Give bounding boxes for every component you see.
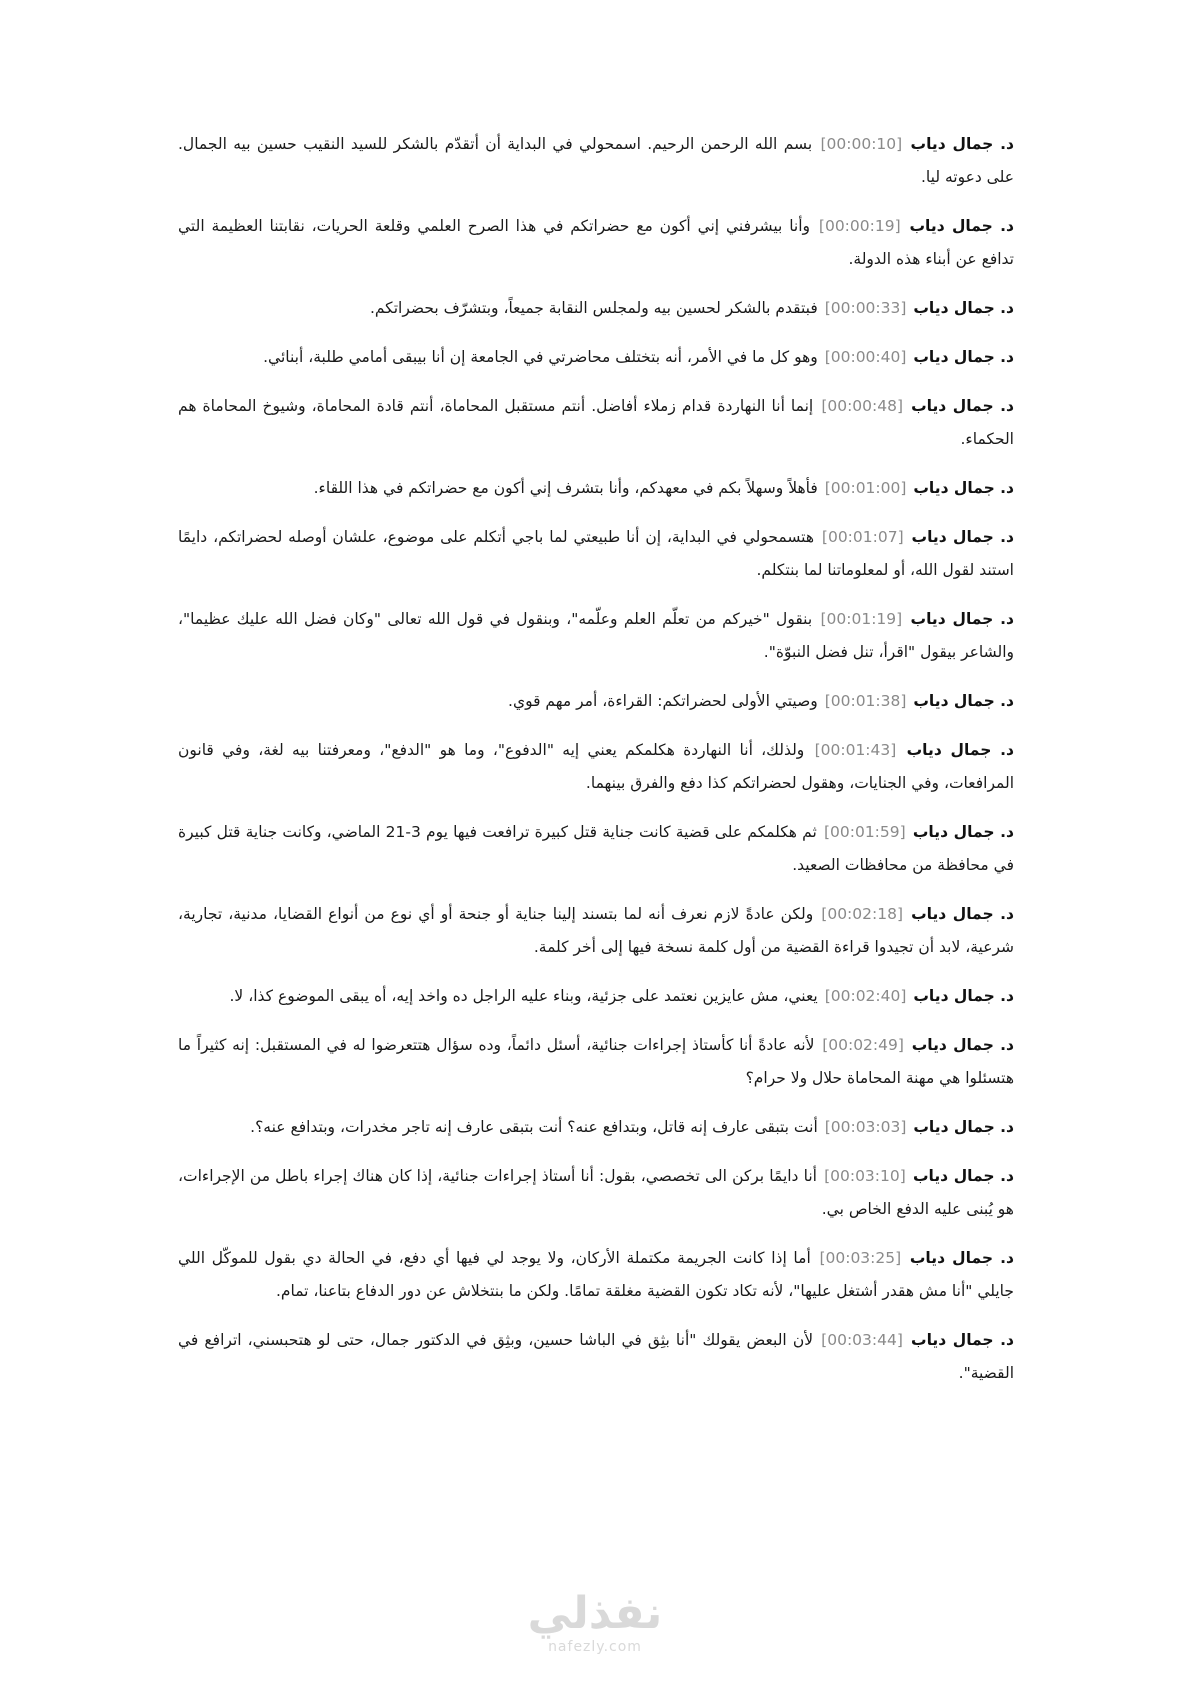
timestamp: [00:01:38] bbox=[824, 692, 907, 710]
watermark bbox=[495, 1590, 695, 1656]
transcript-paragraph bbox=[178, 1160, 1014, 1226]
paragraph-text: لأنه عادةً أنا كأستاذ إجراءات جنائية، أسئل دائماً، وده سؤال هتتعرضوا له في المستقبل: إنه كثيراً ما هتسئلوا هي مهنة المحاماة حلال ولا حرام؟ bbox=[178, 1036, 1014, 1087]
transcript-paragraph bbox=[178, 210, 1014, 276]
paragraph-text: فبتقدم بالشكر لحسين بيه ولمجلس النقابة جميعاً، وبتشرّف بحضراتكم. bbox=[369, 299, 818, 317]
timestamp: [00:00:19] bbox=[818, 217, 901, 235]
timestamp: [00:02:49] bbox=[822, 1036, 904, 1054]
speaker-name: د. جمال دياب bbox=[911, 397, 1014, 415]
transcript-paragraph bbox=[178, 472, 1014, 505]
speaker-name: د. جمال دياب bbox=[913, 692, 1014, 710]
paragraph-text: أما إذا كانت الجريمة مكتملة الأركان، ولا يوجد لي فيها أي دفع، في الحالة دي بقول للموكّل اللي جايلي "أنا مش هقدر أشتغل عليها"، لأنه تكاد تكون القضية مغلقة تمامًا. ولكن ما بنتخلاش عن دور الدفاع بتاعنا، تمام. bbox=[178, 1249, 1014, 1300]
paragraph-text: وهو كل ما في الأمر، أنه بتختلف محاضرتي في الجامعة إن أنا بيبقى أمامي طلبة، أبنائي. bbox=[263, 348, 818, 366]
transcript-paragraph bbox=[178, 734, 1014, 800]
transcript-paragraph bbox=[178, 390, 1014, 456]
timestamp: [00:03:44] bbox=[821, 1331, 903, 1349]
transcript-paragraph bbox=[178, 980, 1014, 1013]
timestamp: [00:01:07] bbox=[821, 528, 904, 546]
speaker-name: د. جمال دياب bbox=[909, 1249, 1014, 1267]
paragraph-text: لأن البعض يقولك "أنا بثِق في الباشا حسين، وبثِق في الدكتور جمال، حتى لو هتحبسني، اترافع في القضية". bbox=[178, 1331, 1014, 1382]
transcript-paragraph bbox=[178, 685, 1014, 718]
speaker-name: د. جمال دياب bbox=[911, 1331, 1014, 1349]
speaker-name: د. جمال دياب bbox=[906, 741, 1014, 759]
speaker-name: د. جمال دياب bbox=[913, 299, 1014, 317]
paragraph-text: ولكن عادةً لازم نعرف أنه لما بتسند إلينا جناية أو جنحة أو أي نوع من أنواع القضايا، مدنية، تجارية، شرعية، لابد أن تجيدوا قراءة القضية من أول كلمة نسخة فيها إلى أخر كلمة. bbox=[178, 905, 1014, 956]
speaker-name: د. جمال دياب bbox=[913, 1118, 1014, 1136]
paragraph-text: وأنا بيشرفني إني أكون مع حضراتكم في هذا الصرح العلمي وقلعة الحريات، نقابتنا العظيمة التي تدافع عن أبناء هذه الدولة. bbox=[178, 217, 1014, 268]
paragraph-text: بنقول "خيركم من تعلّم العلم وعلّمه"، وبنقول في قول الله تعالى "وكان فضل الله عليك عظيما"، والشاعر بيقول "اقرأ، تنل فضل النبوّة". bbox=[178, 610, 1014, 661]
speaker-name: د. جمال دياب bbox=[910, 135, 1014, 153]
timestamp: [00:01:59] bbox=[823, 823, 906, 841]
speaker-name: د. جمال دياب bbox=[910, 610, 1014, 628]
watermark-logo: نفذلي bbox=[527, 1588, 663, 1639]
paragraph-text: هتسمحولي في البداية، إن أنا طبيعتي لما باجي أتكلم على موضوع، علشان أوصله لحضراتكم، دايمًا استند لقول الله، أو لمعلوماتنا لما بنتكلم. bbox=[178, 528, 1014, 579]
speaker-name: د. جمال دياب bbox=[912, 823, 1014, 841]
paragraph-text: ثم هكلمكم على قضية كانت جناية قتل كبيرة ترافعت فيها يوم 3-21 الماضي، وكانت جناية قتل كبيرة في محافظة من محافظات الصعيد. bbox=[178, 823, 1014, 874]
watermark-url: nafezly.com bbox=[548, 1639, 642, 1655]
timestamp: [00:00:33] bbox=[824, 299, 907, 317]
timestamp: [00:02:40] bbox=[824, 987, 907, 1005]
speaker-name: د. جمال دياب bbox=[913, 348, 1014, 366]
timestamp: [00:03:03] bbox=[824, 1118, 907, 1136]
transcript-paragraph bbox=[178, 1242, 1014, 1308]
paragraph-text: أنا دايمًا بركن الى تخصصي، بقول: أنا أستاذ إجراءات جنائية، إذا كان هناك إجراء باطل من الإجراءات، هو يُبنى عليه الدفع الخاص بي. bbox=[178, 1167, 1014, 1218]
timestamp: [00:01:19] bbox=[820, 610, 903, 628]
speaker-name: د. جمال دياب bbox=[911, 528, 1015, 546]
paragraph-text: أنت بتبقى عارف إنه قاتل، وبتدافع عنه؟ أنت بتبقى عارف إنه تاجر مخدرات، وبتدافع عنه؟. bbox=[250, 1118, 818, 1136]
transcript-paragraph bbox=[178, 1029, 1014, 1095]
transcript-paragraph bbox=[178, 898, 1014, 964]
transcript-paragraph bbox=[178, 1324, 1014, 1390]
speaker-name: د. جمال دياب bbox=[913, 987, 1014, 1005]
speaker-name: د. جمال دياب bbox=[909, 217, 1014, 235]
transcript-paragraph bbox=[178, 292, 1014, 325]
paragraph-text: يعني، مش عايزين نعتمد على جزئية، وبناء عليه الراجل ده واخد إيه، أه يبقى الموضوع كذا، لا. bbox=[229, 987, 818, 1005]
transcript bbox=[178, 128, 1014, 1406]
timestamp: [00:00:10] bbox=[820, 135, 903, 153]
paragraph-text: إنما أنا النهاردة قدام زملاء أفاضل. أنتم مستقبل المحاماة، أنتم قادة المحاماة، وشيوخ المحاماة هم الحكماء. bbox=[178, 397, 1014, 448]
speaker-name: د. جمال دياب bbox=[912, 1167, 1014, 1185]
paragraph-text: ولذلك، أنا النهاردة هكلمكم يعني إيه "الدفوع"، وما هو "الدفع"، ومعرفتنا بيه لغة، وفي قانون المرافعات، وفي الجنايات، وهقول لحضراتكم كذا دفع والفرق بينهما. bbox=[178, 741, 1014, 792]
transcript-paragraph bbox=[178, 603, 1014, 669]
timestamp: [00:02:18] bbox=[821, 905, 903, 923]
timestamp: [00:01:43] bbox=[814, 741, 897, 759]
transcript-paragraph bbox=[178, 816, 1014, 882]
timestamp: [00:00:40] bbox=[824, 348, 907, 366]
speaker-name: د. جمال دياب bbox=[911, 905, 1014, 923]
transcript-paragraph bbox=[178, 341, 1014, 374]
transcript-paragraph bbox=[178, 128, 1014, 194]
speaker-name: د. جمال دياب bbox=[911, 1036, 1014, 1054]
speaker-name: د. جمال دياب bbox=[913, 479, 1014, 497]
transcript-paragraph bbox=[178, 1111, 1014, 1144]
timestamp: [00:01:00] bbox=[824, 479, 907, 497]
timestamp: [00:00:48] bbox=[821, 397, 904, 415]
paragraph-text: بسم الله الرحمن الرحيم. اسمحولي في البداية أن أتقدّم بالشكر للسيد النقيب حسين بيه الجمال. على دعوته ليا. bbox=[178, 135, 1014, 186]
transcript-paragraph bbox=[178, 521, 1014, 587]
timestamp: [00:03:10] bbox=[824, 1167, 906, 1185]
paragraph-text: وصيتي الأولى لحضراتكم: القراءة، أمر مهم قوي. bbox=[508, 692, 818, 710]
timestamp: [00:03:25] bbox=[819, 1249, 902, 1267]
paragraph-text: فأهلاً وسهلاً بكم في معهدكم، وأنا بتشرف إني أكون مع حضراتكم في هذا اللقاء. bbox=[313, 479, 818, 497]
